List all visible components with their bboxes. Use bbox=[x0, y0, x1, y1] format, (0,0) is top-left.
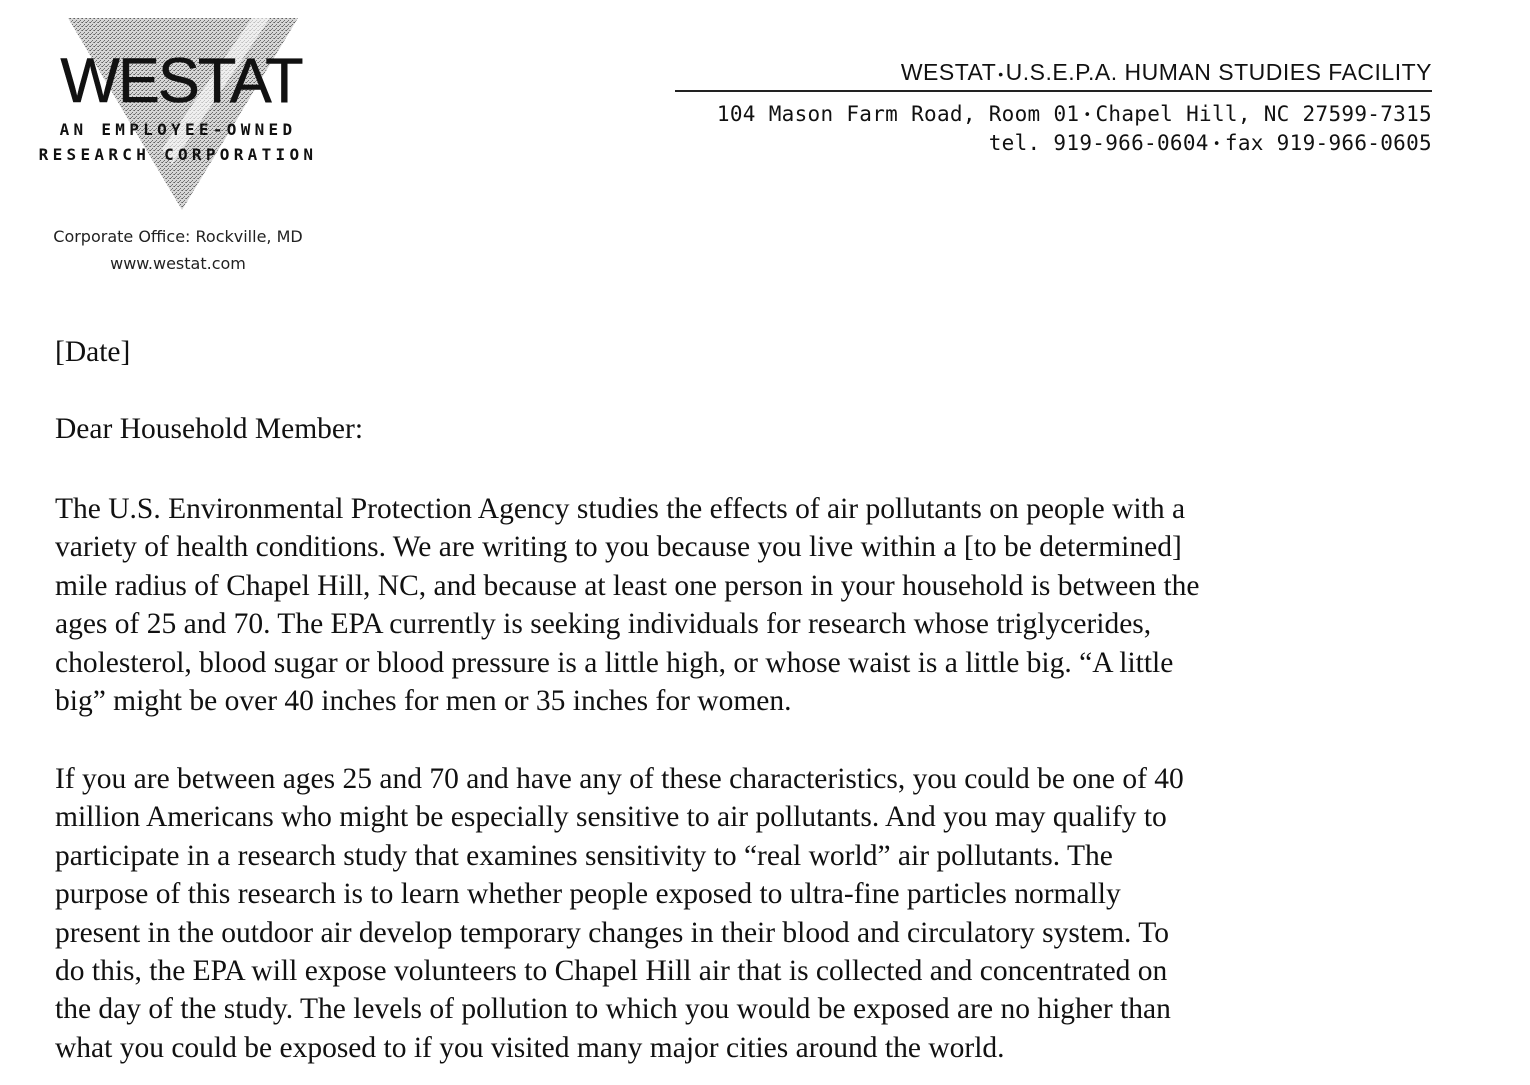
bullet-icon: • bbox=[1212, 136, 1221, 152]
paragraph-line: the day of the study. The levels of pollution to which you would be exposed are no higher than bbox=[55, 993, 1171, 1026]
header-rule bbox=[675, 90, 1432, 92]
paragraph-line: The U.S. Environmental Protection Agency studies the effects of air pollutants on people with a bbox=[55, 493, 1186, 525]
paragraph-line: do this, the EPA will expose volunteers to Chapel Hill air that is collected and concentrated on bbox=[55, 954, 1168, 987]
corporate-office: Corporate Office: Rockville, MD bbox=[53, 227, 303, 246]
paragraph-line: variety of health conditions. We are writing to you because you live within a [to be determined] bbox=[55, 531, 1182, 564]
paragraph-line: purpose of this research is to learn whether people exposed to ultra-fine particles normally bbox=[55, 878, 1121, 911]
fax: fax 919-966-0605 bbox=[1224, 131, 1432, 155]
paragraph-line: what you could be exposed to if you visited many major cities around the world. bbox=[55, 1031, 1005, 1064]
bullet-icon: • bbox=[998, 65, 1004, 82]
facility-contact bbox=[989, 131, 1432, 155]
paragraph-line: participate in a research study that examines sensitivity to “real world” air pollutants. The bbox=[55, 839, 1113, 872]
website: www.westat.com bbox=[110, 254, 246, 273]
paragraph-1 bbox=[55, 490, 1199, 720]
paragraph-line: cholesterol, blood sugar or blood pressure is a little high, or whose waist is a little big. “A little bbox=[55, 646, 1174, 679]
paragraph-line: big” might be over 40 inches for men or 35 inches for women. bbox=[55, 684, 792, 717]
address-city: Chapel Hill, NC 27599-7315 bbox=[1095, 102, 1432, 126]
facility-part2: U.S.E.P.A. HUMAN STUDIES FACILITY bbox=[1005, 59, 1432, 85]
facility-part1: WESTAT bbox=[900, 59, 997, 85]
letter-date: [Date] bbox=[55, 336, 131, 368]
logo-tagline-line1: AN EMPLOYEE-OWNED bbox=[59, 120, 297, 139]
telephone: tel. 919-966-0604 bbox=[988, 131, 1209, 155]
paragraph-line: ages of 25 and 70. The EPA currently is seeking individuals for research whose triglycerides, bbox=[55, 608, 1152, 641]
salutation: Dear Household Member: bbox=[55, 413, 364, 445]
bullet-icon: • bbox=[1083, 107, 1092, 123]
paragraph-2 bbox=[55, 760, 1184, 1067]
paragraph-line: mile radius of Chapel Hill, NC, and because at least one person in your household is between the bbox=[55, 569, 1200, 602]
facility-address bbox=[717, 102, 1432, 126]
logo-wordmark: WESTAT bbox=[60, 46, 302, 116]
address-street: 104 Mason Farm Road, Room 01 bbox=[716, 102, 1080, 126]
logo-tagline-line2: RESEARCH CORPORATION bbox=[38, 145, 318, 164]
paragraph-line: million Americans who might be especially sensitive to air pollutants. And you may qualify to bbox=[55, 801, 1167, 834]
paragraph-line: If you are between ages 25 and 70 and have any of these characteristics, you could be one of 40 bbox=[55, 763, 1184, 795]
westat-logo bbox=[22, 14, 334, 294]
facility-name bbox=[901, 59, 1432, 86]
paragraph-line: present in the outdoor air develop temporary changes in their blood and circulatory system. To bbox=[55, 916, 1169, 949]
